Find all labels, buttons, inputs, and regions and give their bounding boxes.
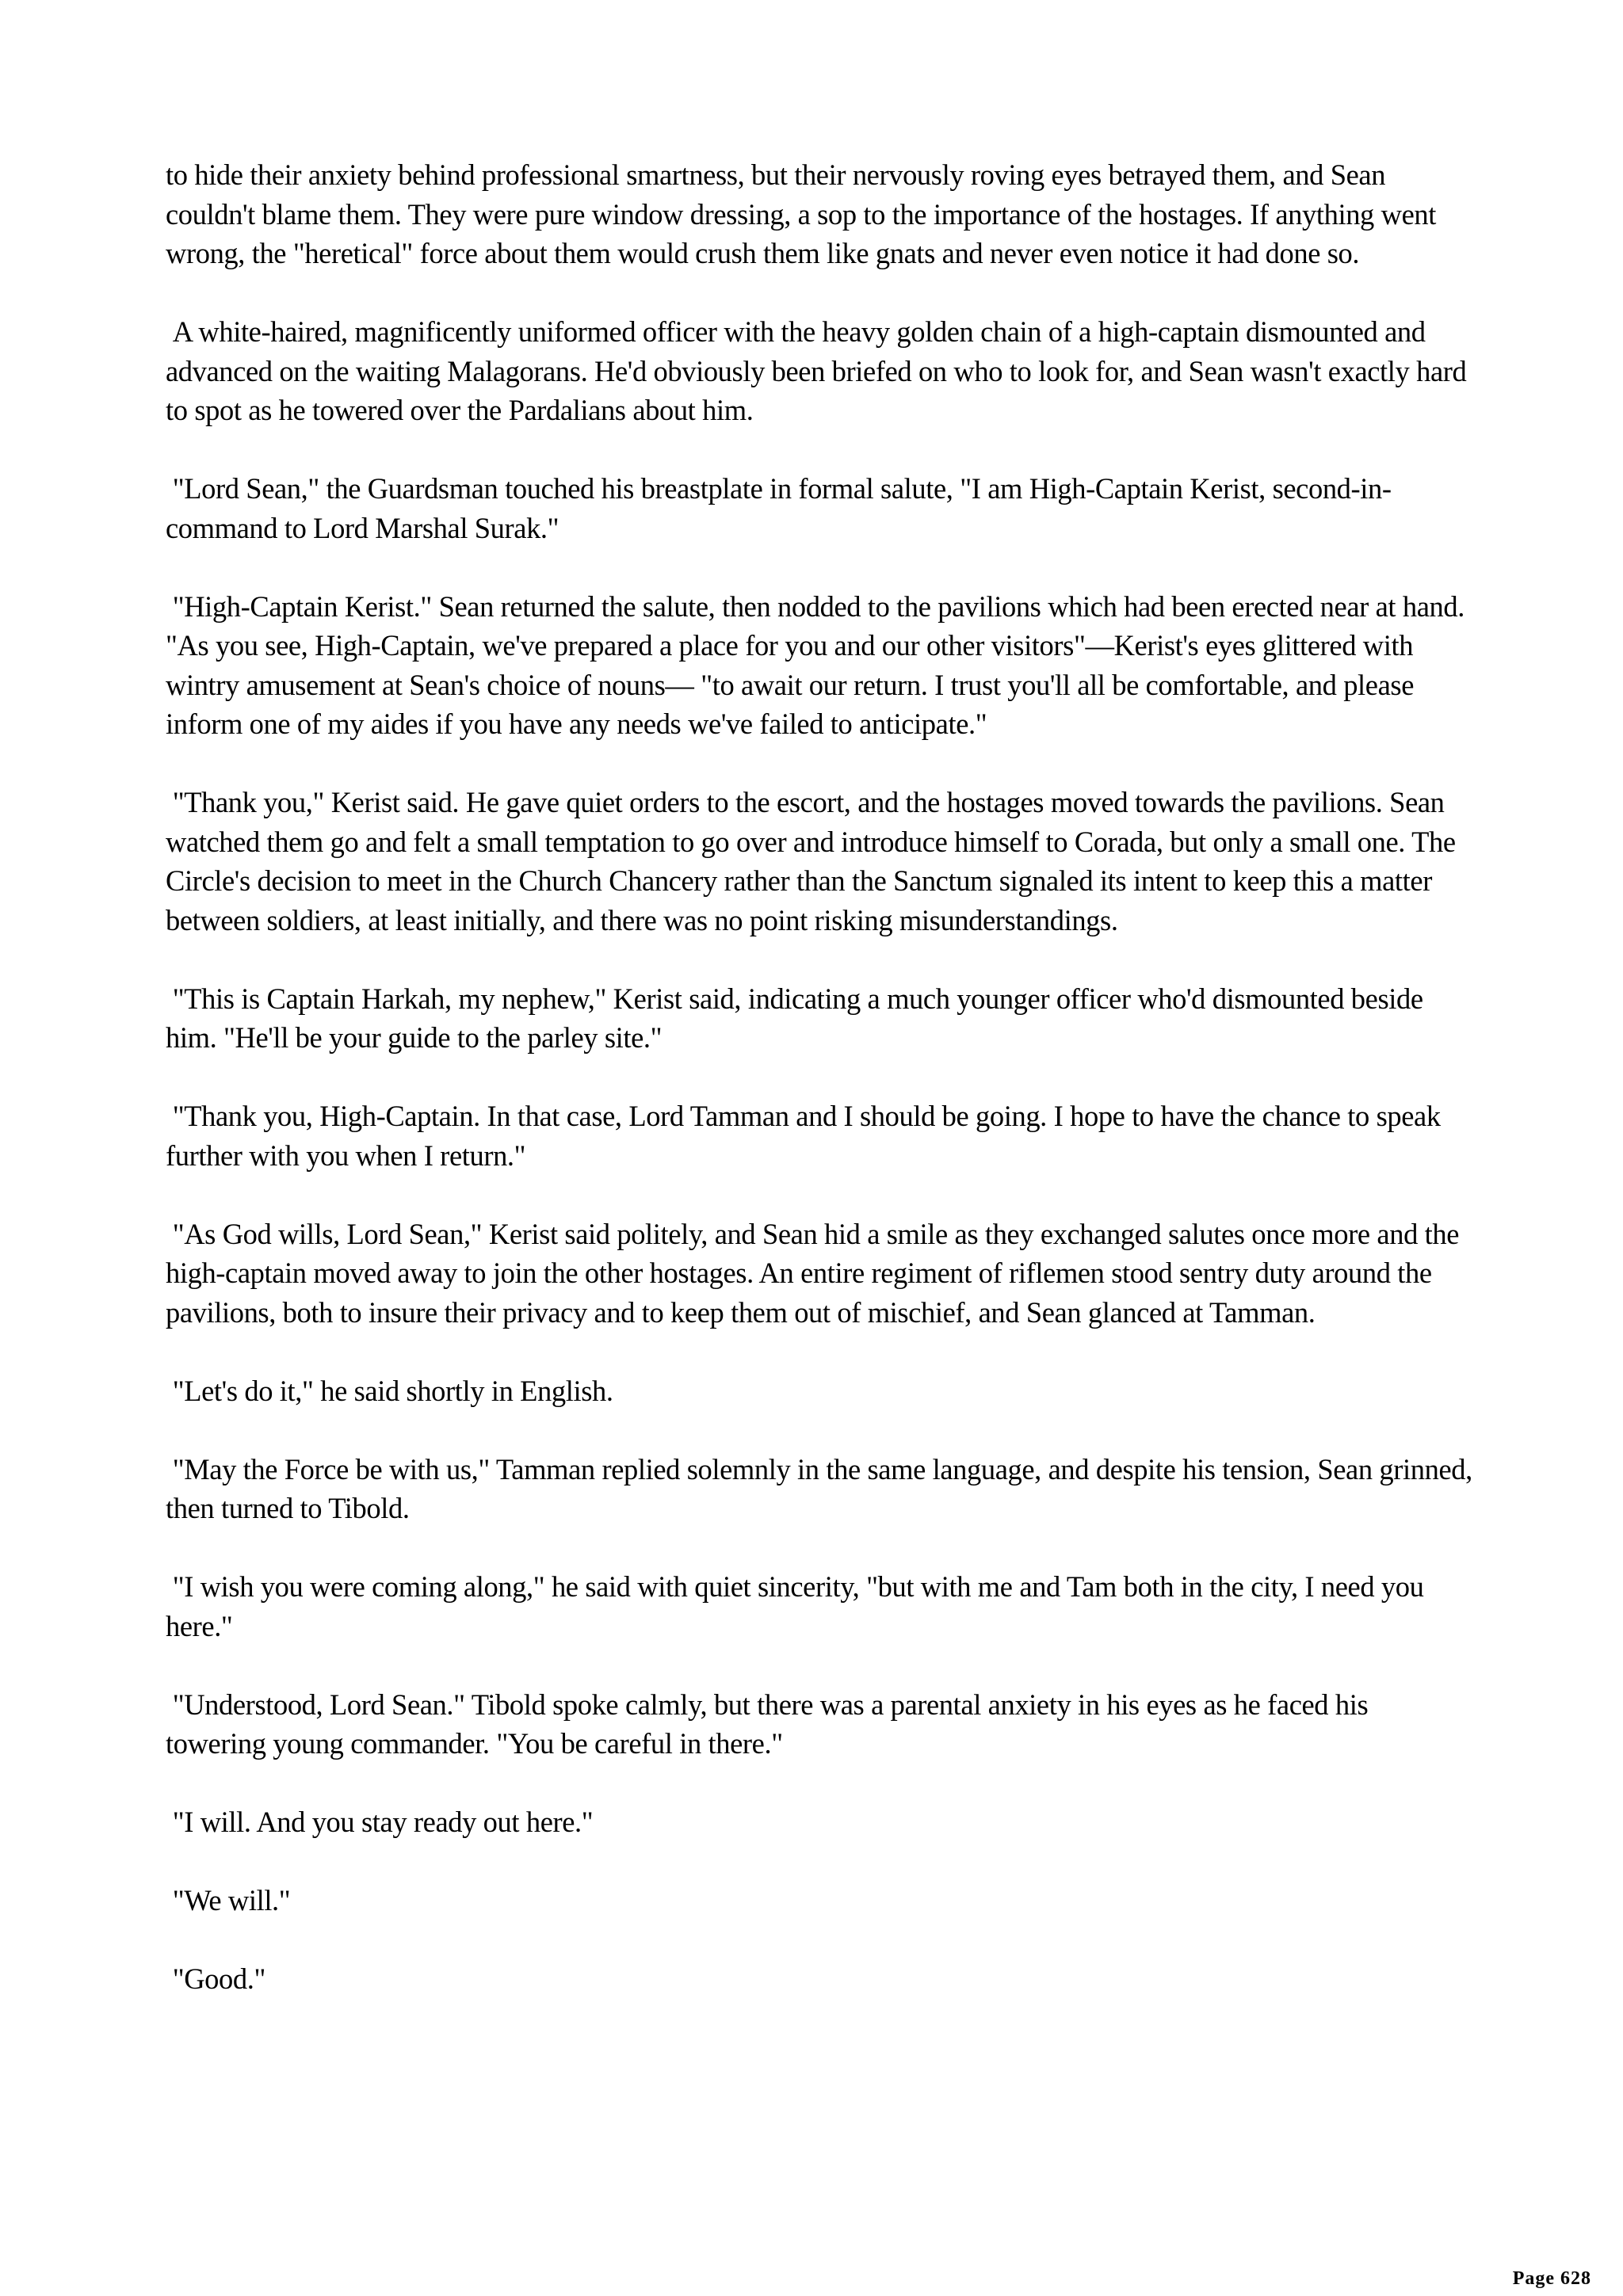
paragraph: "We will." <box>166 1884 291 1917</box>
paragraph: "I wish you were coming along," he said with quiet sincerity, "but with me and Tam both in the city, I need you here." <box>166 1570 1424 1642</box>
paragraph: "Thank you, High-Captain. In that case, Lord Tamman and I should be going. I hope to have the chance to speak further with you when I return." <box>166 1100 1441 1172</box>
paragraph: "High-Captain Kerist." Sean returned the salute, then nodded to the pavilions which had been erected near at hand. "As you see, High-Captain, we've prepared a place for you and our other visitors"—Kerist's eyes glittered with wintry amusement at Sean's choice of nouns— "to await our return. I trust you'll all be comfortable, and please inform one of my aides if you have any needs we've failed to anticipate." <box>166 589 1465 740</box>
body-text <box>166 155 1473 2038</box>
paragraph: "Lord Sean," the Guardsman touched his breastplate in formal salute, "I am High-Captain Kerist, second-in-command to Lord Marshal Surak." <box>166 472 1392 544</box>
paragraph: "Thank you," Kerist said. He gave quiet orders to the escort, and the hostages moved towards the pavilions. Sean watched them go and felt a small temptation to go over and introduce himself to Corada, but only a small one. The Circle's decision to meet in the Church Chancery rather than the Sanctum signaled its intent to keep this a matter between soldiers, at least initially, and there was no point risking misunderstandings. <box>166 786 1456 936</box>
page-number: Page 628 <box>1512 2268 1591 2289</box>
paragraph: "This is Captain Harkah, my nephew," Kerist said, indicating a much younger officer who'd dismounted beside him. "He'll be your guide to the parley site." <box>166 982 1423 1054</box>
paragraph: "Understood, Lord Sean." Tibold spoke calmly, but there was a parental anxiety in his eyes as he faced his towering young commander. "You be careful in there." <box>166 1688 1369 1760</box>
paragraph: to hide their anxiety behind professional smartness, but their nervously roving eyes betrayed them, and Sean couldn't blame them. They were pure window dressing, a sop to the importance of the hostages. If anything went wrong, the "heretical" force about them would crush them like gnats and never even notice it had done so. <box>166 158 1436 269</box>
paragraph: "Good." <box>166 1962 265 1995</box>
paragraph: "As God wills, Lord Sean," Kerist said politely, and Sean hid a smile as they exchanged salutes once more and the high-captain moved away to join the other hostages. An entire regiment of riflemen stood sentry duty around the pavilions, both to insure their privacy and to keep them out of mischief, and Sean glanced at Tamman. <box>166 1217 1460 1329</box>
paragraph: "I will. And you stay ready out here." <box>166 1806 594 1838</box>
paragraph: "Let's do it," he said shortly in English. <box>166 1374 613 1407</box>
paragraph: A white-haired, magnificently uniformed officer with the heavy golden chain of a high-captain dismounted and advanced on the waiting Malagorans. He'd obviously been briefed on who to look for, and Sean wasn't exactly hard to spot as he towered over the Pardalians about him. <box>166 315 1467 426</box>
paragraph: "May the Force be with us," Tamman replied solemnly in the same language, and despite his tension, Sean grinned, then turned to Tibold. <box>166 1452 1472 1524</box>
